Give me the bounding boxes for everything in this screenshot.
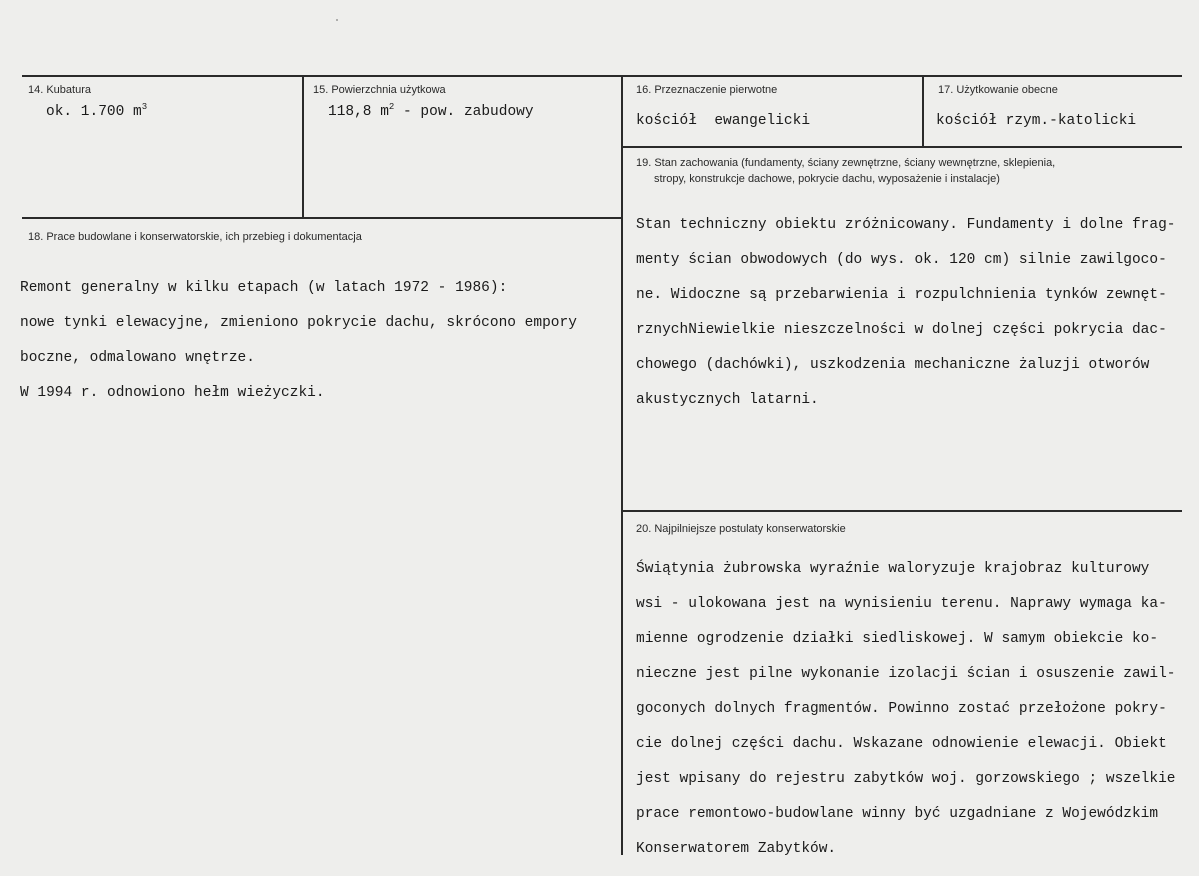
field-14-value-text: ok. 1.700 m	[46, 104, 142, 120]
field-20-label: 20. Najpilniejsze postulaty konserwatorskie	[636, 523, 846, 535]
field-16-label: 16. Przeznaczenie pierwotne	[636, 84, 778, 96]
field-16-value: kościół ewangelicki	[636, 113, 811, 129]
divider-under-14-15	[22, 217, 623, 219]
field-18-line: nowe tynki elewacyjne, zmieniono pokrycie dachu, skrócono empory	[20, 314, 577, 331]
field-20-line: cie dolnej części dachu. Wskazane odnowienie elewacji. Obiekt	[636, 735, 1167, 752]
field-14-unit-sup: 3	[141, 102, 148, 113]
field-14-label: 14. Kubatura	[28, 84, 91, 96]
field-20-line: jest wpisany do rejestru zabytków woj. gorzowskiego ; wszelkie	[636, 770, 1176, 787]
field-15-label: 15. Powierzchnia użytkowa	[313, 84, 446, 96]
field-18-line: boczne, odmalowano wnętrze.	[20, 349, 255, 366]
field-20-line: Świątynia żubrowska wyraźnie waloryzuje krajobraz kulturowy	[636, 560, 1150, 577]
field-19-line: Stan techniczny obiektu zróżnicowany. Fundamenty i dolne frag-	[636, 216, 1176, 233]
field-15-value	[328, 104, 534, 122]
field-14-value	[46, 104, 147, 122]
field-15-value-rest: - pow. zabudowy	[394, 104, 534, 120]
field-20-line: mienne ogrodzenie działki siedliskowej. W samym obiekcie ko-	[636, 630, 1159, 647]
field-19-line: menty ścian obwodowych (do wys. ok. 120 cm) silnie zawilgoco-	[636, 251, 1167, 268]
field-20-line: Konserwatorem Zabytków.	[636, 840, 837, 857]
divider-under-16-17	[621, 146, 1182, 148]
field-19-line: akustycznych latarni.	[636, 391, 819, 408]
field-20-line: nieczne jest pilne wykonanie izolacji ścian i osuszenie zawil-	[636, 665, 1176, 682]
scan-speck	[336, 19, 338, 21]
divider-16-17	[922, 75, 924, 146]
field-19-line: rznychNiewielkie nieszczelności w dolnej części pokrycia dac-	[636, 321, 1167, 338]
field-19-label-line1: 19. Stan zachowania (fundamenty, ściany zewnętrzne, ściany wewnętrzne, sklepienia,	[636, 157, 1056, 169]
field-18-line: W 1994 r. odnowiono hełm wieżyczki.	[20, 384, 325, 401]
divider-14-15	[302, 75, 304, 218]
field-19-text	[636, 199, 1176, 427]
field-19-line: ne. Widoczne są przebarwienia i rozpulchnienia tynków zewnęt-	[636, 286, 1167, 303]
top-border-line	[22, 75, 1182, 77]
field-15-unit-sup: 2	[388, 102, 395, 113]
field-15-value-num: 118,8 m	[328, 104, 389, 120]
field-20-text	[636, 543, 1176, 876]
divider-under-19	[621, 510, 1182, 512]
field-20-line: wsi - ulokowana jest na wynisieniu terenu. Naprawy wymaga ka-	[636, 595, 1167, 612]
field-18-line: Remont generalny w kilku etapach (w latach 1972 - 1986):	[20, 279, 508, 296]
field-18-text	[20, 262, 577, 420]
field-20-line: prace remontowo-budowlane winny być uzgadniane z Wojewódzkim	[636, 805, 1159, 822]
field-18-label: 18. Prace budowlane i konserwatorskie, ich przebieg i dokumentacja	[28, 231, 362, 243]
field-17-value: kościół rzym.-katolicki	[936, 113, 1137, 129]
field-20-line: goconych dolnych fragmentów. Powinno zostać przełożone pokry-	[636, 700, 1167, 717]
field-19-label-line2: stropy, konstrukcje dachowe, pokrycie dachu, wyposażenie i instalacje)	[654, 173, 1000, 185]
field-19-line: chowego (dachówki), uszkodzenia mechaniczne żaluzji otworów	[636, 356, 1150, 373]
field-17-label: 17. Użytkowanie obecne	[938, 84, 1058, 96]
divider-center	[621, 75, 623, 855]
